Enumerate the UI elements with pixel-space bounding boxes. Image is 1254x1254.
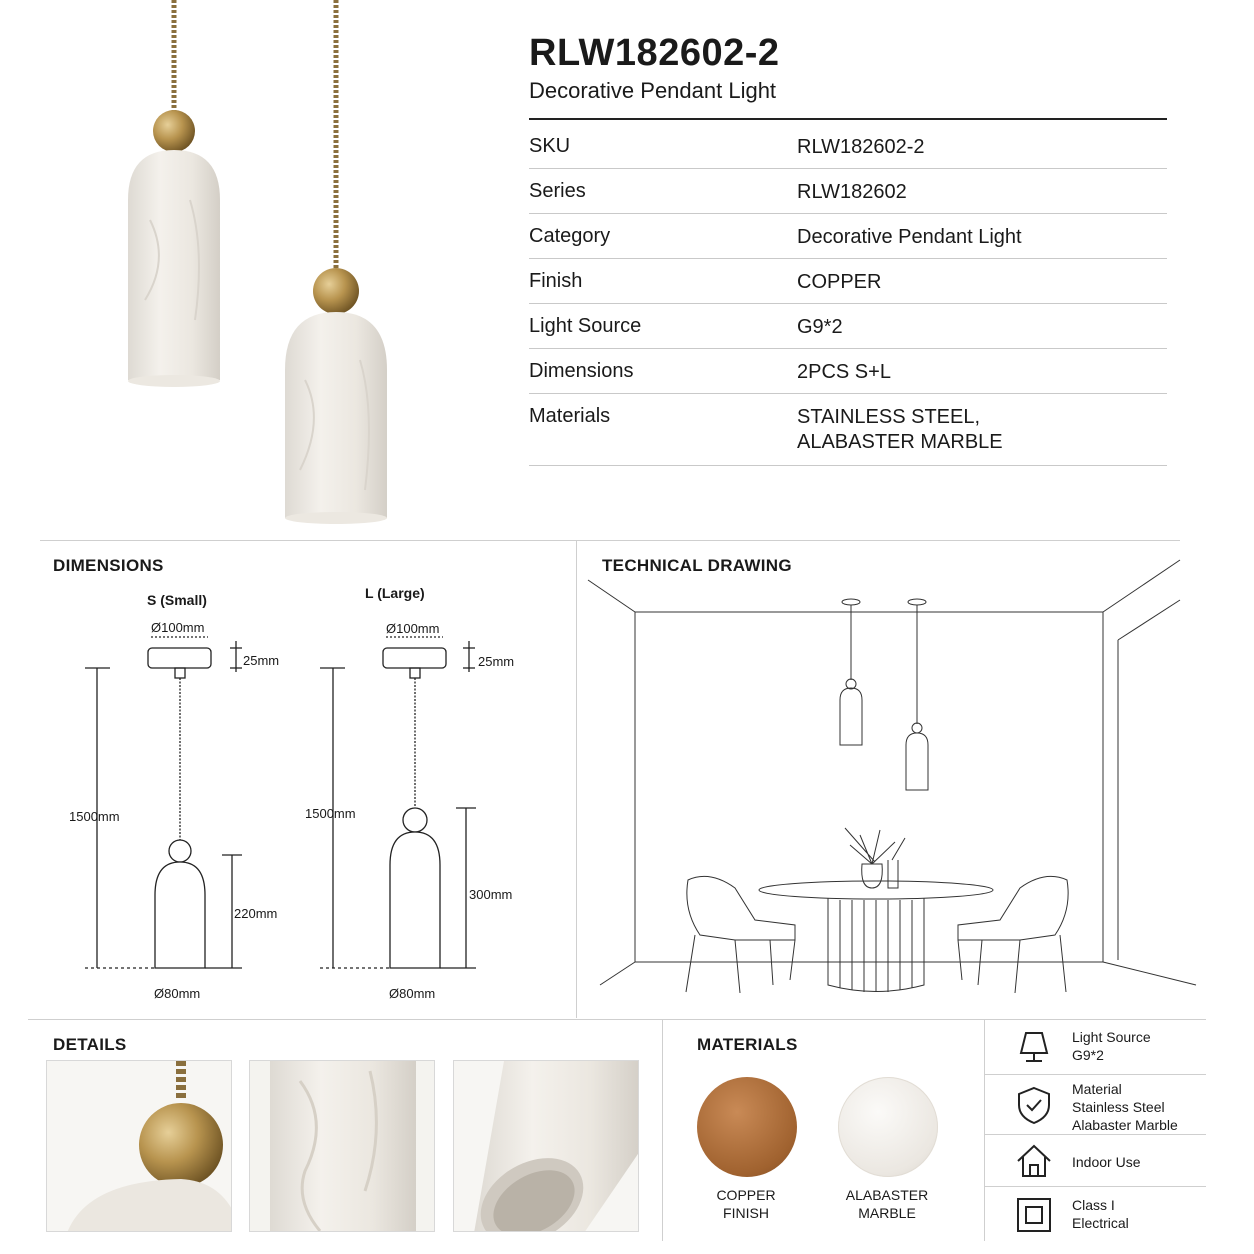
materials-section-title: MATERIALS <box>697 1035 798 1054</box>
technical-drawing-section-title: TECHNICAL DRAWING <box>602 556 792 575</box>
spec-key: Category <box>529 225 611 247</box>
info-line: Electrical <box>1072 1215 1129 1231</box>
info-text <box>1072 1028 1151 1064</box>
small-shade-diameter: Ø80mm <box>154 986 201 1001</box>
large-pendant-label: L (Large) <box>365 585 425 601</box>
spec-key: Dimensions <box>529 360 634 382</box>
detail-image-alabaster-texture <box>249 1060 435 1232</box>
spec-row-dimensions <box>529 349 1167 394</box>
large-canopy-diameter: Ø100mm <box>386 621 440 636</box>
info-line: G9*2 <box>1072 1047 1104 1063</box>
info-line: Indoor Use <box>1072 1154 1141 1170</box>
spec-row-light-source <box>529 304 1167 349</box>
spec-key: Materials <box>529 405 611 427</box>
class-one-icon <box>1014 1195 1054 1235</box>
spec-row-sku <box>529 124 1167 169</box>
spec-row-category <box>529 214 1167 259</box>
technical-drawing-room <box>580 550 1200 1018</box>
spec-row-materials <box>529 394 1167 466</box>
alabaster-marble-swatch <box>838 1077 938 1177</box>
material-label-alabaster <box>817 1186 957 1222</box>
info-row-indoor-use <box>984 1135 1206 1187</box>
info-text <box>1072 1153 1140 1171</box>
section-divider <box>576 540 577 1018</box>
info-line: Stainless Steel <box>1072 1099 1165 1115</box>
small-pendant-label: S (Small) <box>147 592 207 608</box>
spec-key: SKU <box>529 135 571 157</box>
product-name-subtitle: Decorative Pendant Light <box>529 78 777 103</box>
material-label-line: FINISH <box>723 1205 769 1221</box>
material-label-line: MARBLE <box>858 1205 916 1221</box>
material-label-line: ALABASTER <box>845 1187 929 1203</box>
info-line: Class I <box>1072 1197 1115 1213</box>
spec-value-line: STAINLESS STEEL, <box>797 406 981 428</box>
info-row-material <box>984 1075 1206 1135</box>
spec-value-line: ALABASTER MARBLE <box>797 431 1003 453</box>
spec-key: Light Source <box>529 315 642 337</box>
spec-key: Series <box>529 180 586 202</box>
large-shade-height: 300mm <box>469 887 513 902</box>
detail-image-shade-opening <box>453 1060 639 1232</box>
info-line: Alabaster Marble <box>1072 1117 1178 1133</box>
spec-key: Finish <box>529 270 583 292</box>
section-divider <box>662 1019 663 1241</box>
info-line: Light Source <box>1072 1029 1151 1045</box>
dimension-drawing <box>40 580 560 1010</box>
spec-value: G9*2 <box>797 316 843 338</box>
material-label-copper <box>676 1186 816 1222</box>
large-canopy-height: 25mm <box>478 654 515 669</box>
house-icon <box>1014 1141 1054 1181</box>
spec-value: RLW182602-2 <box>797 136 925 158</box>
spec-value: 2PCS S+L <box>797 361 891 383</box>
info-line: Material <box>1072 1081 1122 1097</box>
info-text <box>1072 1080 1178 1134</box>
shield-check-icon <box>1014 1085 1054 1125</box>
dimensions-section-title: DIMENSIONS <box>53 556 164 575</box>
spec-table <box>529 124 1167 466</box>
spec-value: RLW182602 <box>797 181 907 203</box>
info-row-class <box>984 1187 1206 1243</box>
spec-divider <box>529 118 1167 120</box>
pendant-small-photo <box>128 0 220 387</box>
small-canopy-height: 25mm <box>243 653 280 668</box>
spec-row-finish <box>529 259 1167 304</box>
section-divider <box>40 540 1180 541</box>
small-drop-length: 1500mm <box>69 809 120 824</box>
spec-row-series <box>529 169 1167 214</box>
small-canopy-diameter: Ø100mm <box>151 620 205 635</box>
product-code-title: RLW182602-2 <box>529 32 780 74</box>
large-drop-length: 1500mm <box>305 806 356 821</box>
hero-product-image <box>0 0 500 530</box>
spec-value <box>797 405 1003 455</box>
material-label-line: COPPER <box>716 1187 776 1203</box>
spec-value: COPPER <box>797 271 882 293</box>
pendant-large-photo <box>285 0 387 524</box>
lamp-icon <box>1014 1027 1054 1067</box>
info-text <box>1072 1196 1129 1232</box>
small-shade-height: 220mm <box>234 906 278 921</box>
details-section-title: DETAILS <box>53 1035 127 1054</box>
detail-image-ball-joint <box>46 1060 232 1232</box>
large-shade-diameter: Ø80mm <box>389 986 436 1001</box>
info-row-light-source <box>984 1019 1206 1075</box>
spec-value: Decorative Pendant Light <box>797 226 1022 248</box>
copper-finish-swatch <box>697 1077 797 1177</box>
